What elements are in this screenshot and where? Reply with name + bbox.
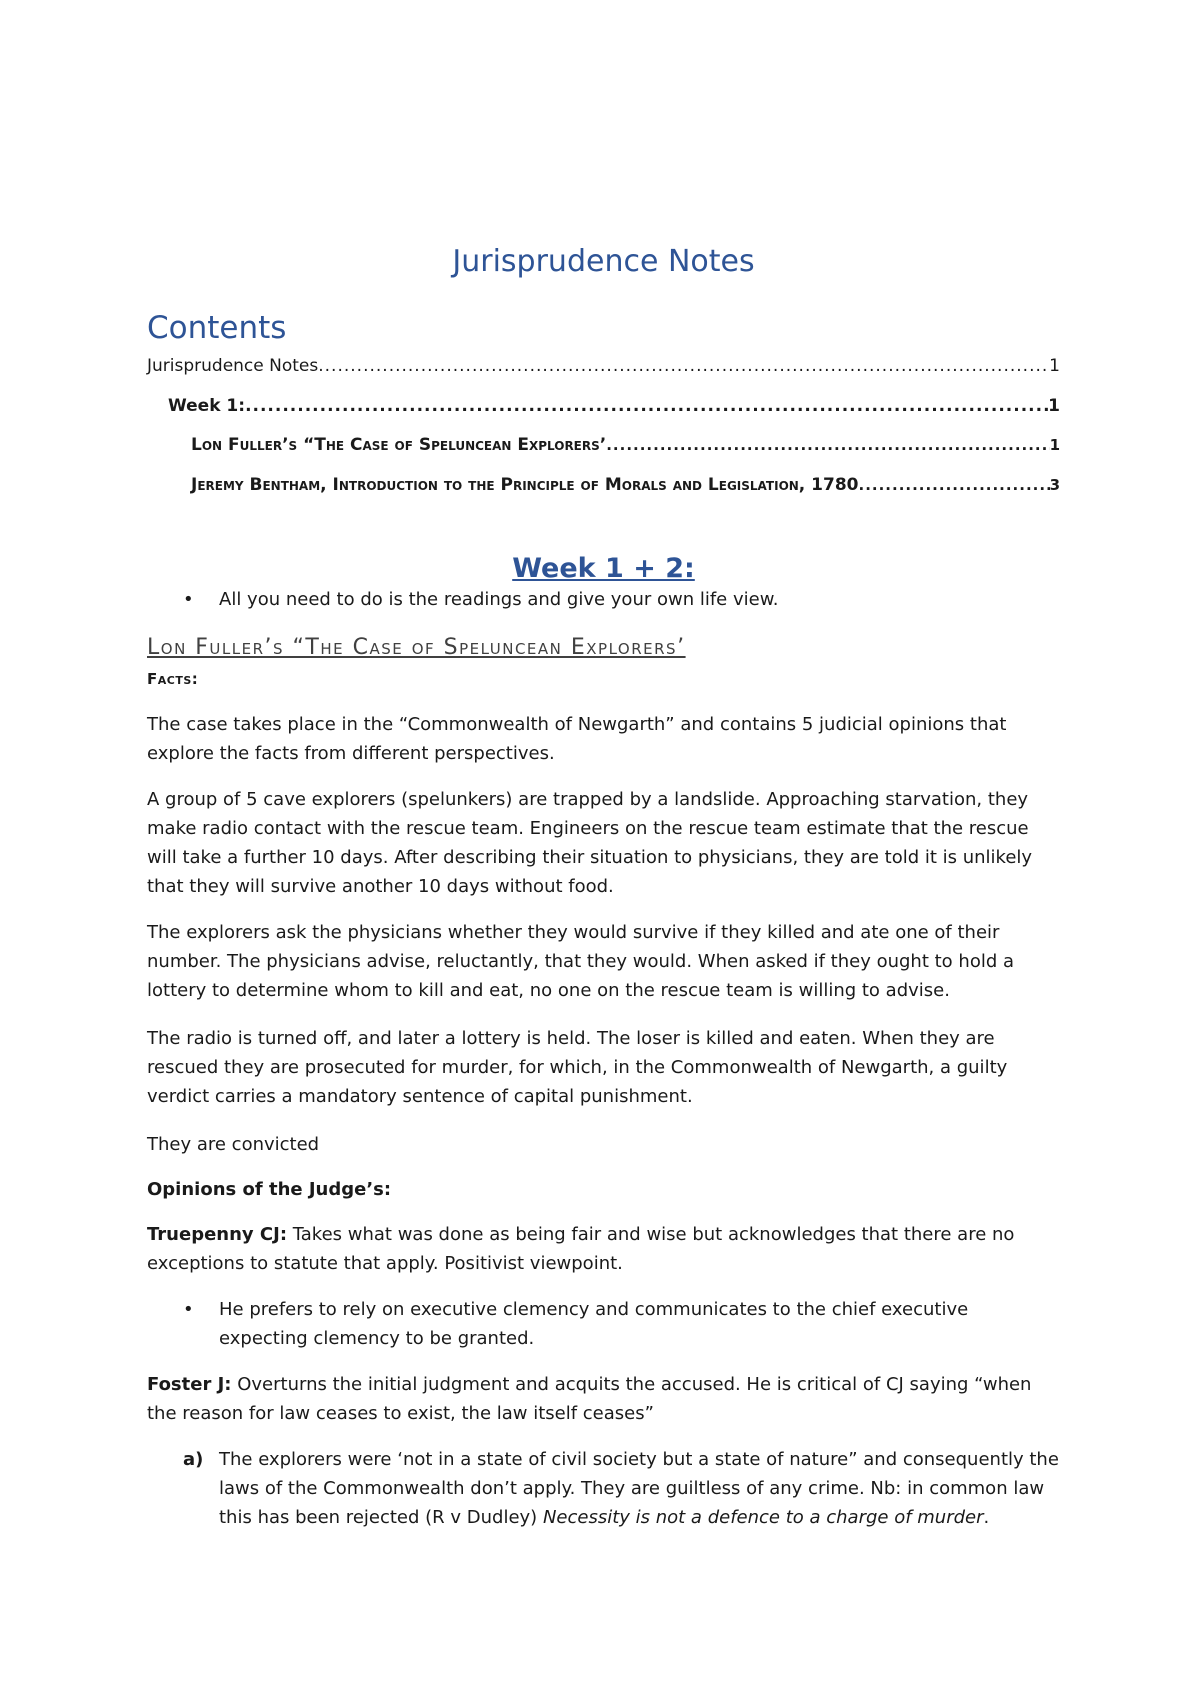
paragraph-foster: Foster J: Overturns the initial judgment and acquits the accused. He is critical of CJ saying “when the reason for law ceases to exist, the law itself ceases” [147,1374,1032,1424]
toc-page-number: 3 [1049,476,1060,494]
list-item: • All you need to do is the readings and give your own life view. [147,585,1060,614]
paragraph-truepenny: Truepenny CJ: Takes what was done as being fair and wise but acknowledges that there are no exceptions to statute that apply. Positivist viewpoint. [147,1224,1015,1274]
opinions-heading: Opinions of the Judge’s: [147,1179,392,1200]
facts-label: Facts: [147,670,199,688]
list-item: a) The explorers were ‘not in a state of civil society but a state of nature” and consequently the laws of the Commonwealth don’t apply. They are guiltless of any crime. Nb: in common law this has been rejected (R v Dudley) Necessity is not a defence to a charge of murder. [147,1445,1060,1532]
paragraph: The explorers ask the physicians whether they would survive if they killed and ate one of their number. The physicians advise, reluctantly, that they would. When asked if they ought to hold a lottery to determine whom to kill and eat, no one on the rescue team is willing to advise. [147,922,1015,1001]
toc-entry-label: Jeremy Bentham, Introduction to the Principle of Morals and Legislation, 1780 [191,475,859,495]
toc-page-number: 1 [1048,396,1060,416]
paragraph: The case takes place in the “Commonwealth of Newgarth” and contains 5 judicial opinions that explore the facts from different perspectives. [147,714,1007,764]
document-title: Jurisprudence Notes [452,244,755,279]
toc-entry-label: Lon Fuller’s “The Case of Speluncean Explorers’ [191,435,607,455]
toc-leader [606,433,1049,457]
paragraph: They are convicted [147,1134,320,1155]
toc-page-number: 1 [1049,436,1060,454]
toc-leader [318,354,1049,378]
toc-leader [859,473,1050,497]
week-heading: Week 1 + 2: [512,553,695,584]
list-item: • He prefers to rely on executive clemency and communicates to the chief executive expecting clemency to be granted. [147,1295,1060,1353]
list-marker: a) [183,1449,204,1470]
section-heading: Lon Fuller’s “The Case of Speluncean Explorers’ [147,635,686,660]
toc-entry-label: Week 1: [168,396,246,416]
bullet-icon: • [183,1299,194,1320]
toc-entry-week-1[interactable] [147,394,1060,418]
paragraph: A group of 5 cave explorers (spelunkers) are trapped by a landslide. Approaching starvation, they make radio contact with the rescue team. Engineers on the rescue team estimate that the rescue will take a further 10 days. After describing their situation to physicians, they are told it is unlikely that they will survive another 10 days without food. [147,789,1033,897]
toc-entry-lon-fuller[interactable] [147,433,1060,457]
contents-heading: Contents [147,310,287,346]
judge-name: Foster J: [147,1374,232,1395]
toc-entry-jurisprudence-notes[interactable] [147,354,1060,378]
paragraph: The radio is turned off, and later a lottery is held. The loser is killed and eaten. When they are rescued they are prosecuted for murder, for which, in the Commonwealth of Newgarth, a guilty verdict carries a mandatory sentence of capital punishment. [147,1028,1008,1107]
toc-entry-jeremy-bentham[interactable] [147,473,1060,497]
judge-name: Truepenny CJ: [147,1224,288,1245]
toc-leader [245,394,1048,418]
bullet-icon: • [183,589,194,610]
toc-page-number: 1 [1049,356,1060,376]
toc-entry-label: Jurisprudence Notes [147,356,319,376]
